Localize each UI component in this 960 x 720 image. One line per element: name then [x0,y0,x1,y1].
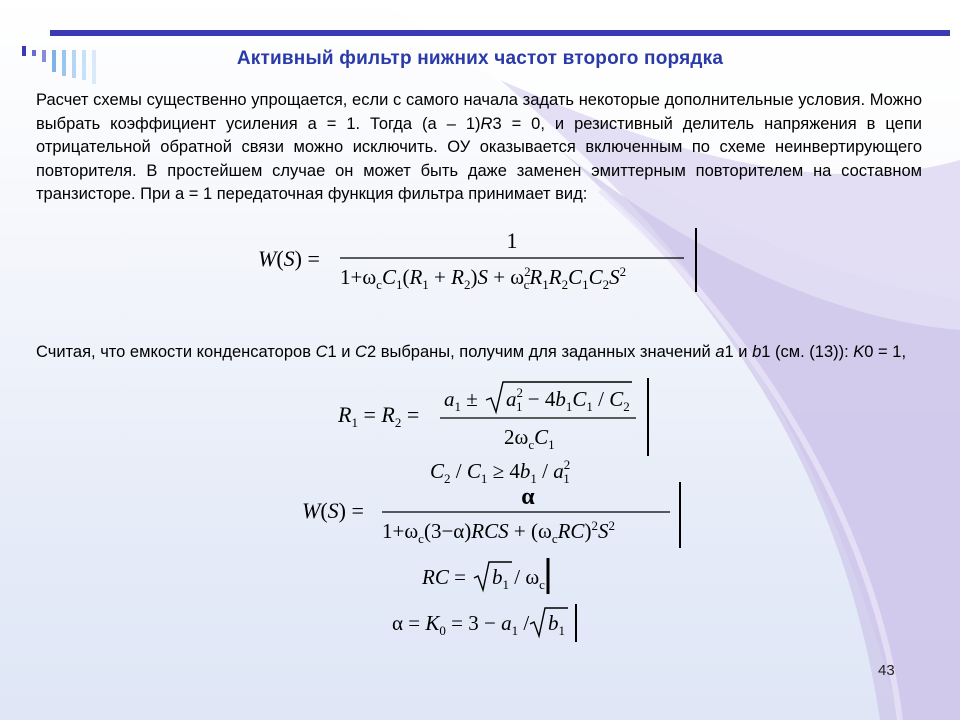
paragraph-intro: Расчет схемы существенно упрощается, если с самого начала задать некоторые дополнительные условия. Можно выбрать коэффициент усиления а = 1. Тогда (а – 1)R3 = 0, и резистивный делитель напряжения в цепи отрицательной обратной связи можно исключить. ОУ оказывается включенным по схеме неинвертирующего повторителя. В простейшем случае он может быть даже заменен эмиттерным повторителем на составном транзисторе. При а = 1 передаточная функция фильтра принимает вид: [36,91,922,203]
svg-text:1: 1 [506,228,518,253]
svg-text:2ωcC1: $2\omega_cC_1$ [504,425,555,452]
svg-text:R1 = R2 =: $R_1 = R_2$ = [338,402,420,430]
formula-resistors [336,374,666,463]
top-accent-bar [50,30,950,36]
formula-transfer-function-1 [256,226,706,301]
svg-text:b1: $b_1$ [548,611,565,638]
formula-alpha [390,600,590,649]
svg-text:α = K0 = 3 − a1 /: $\alpha = K_0 = 3 - a_1$ / [392,611,530,638]
slide-title: Активный фильтр нижних частот второго порядка [236,48,724,69]
svg-text:C2 / C1 ≥ 4b1 / a21: $C_2 / C_1 \ge 4b_1 / a^2$ 1 [430,457,571,486]
svg-text:RC =: RC = [422,565,466,589]
svg-text:W(S) =: W(S) = [258,246,320,271]
page-number: 43 [878,662,895,679]
svg-text:W(S) =: W(S) = [302,498,364,523]
svg-text:1+ωcC1(R1 + R2)S + ω2cR1R2C1C2: $1+\omega_cC_1(R_1 + R_2)S + \omega^2$ $cR_1R_2C_1C_2S^2$ [340,264,627,292]
svg-text:a21 − 4b1C1 / C2: $a^2$ $1 - 4b_1C_1 / C_2$ [506,385,630,414]
svg-text:α: α [521,484,535,510]
svg-text:1+ωc(3−α)RCS + (ωcRC)2S2: $1+\omega_c(3-\alpha)RCS + (\omega_cRC)^2S^2$ [382,518,615,546]
svg-text:b1 / ωc: $b_1 / \omega_c$ [492,565,545,592]
formula-rc [420,556,560,601]
svg-text:a1 ±: $a_1$ ± [444,387,478,414]
formula-transfer-function-2 [300,482,690,557]
paragraph-capacitors: Считая, что емкости конденсаторов C1 и C2 выбраны, получим для заданных значений a1 и b1 (см. (13)): K0 = 1, [36,343,907,361]
